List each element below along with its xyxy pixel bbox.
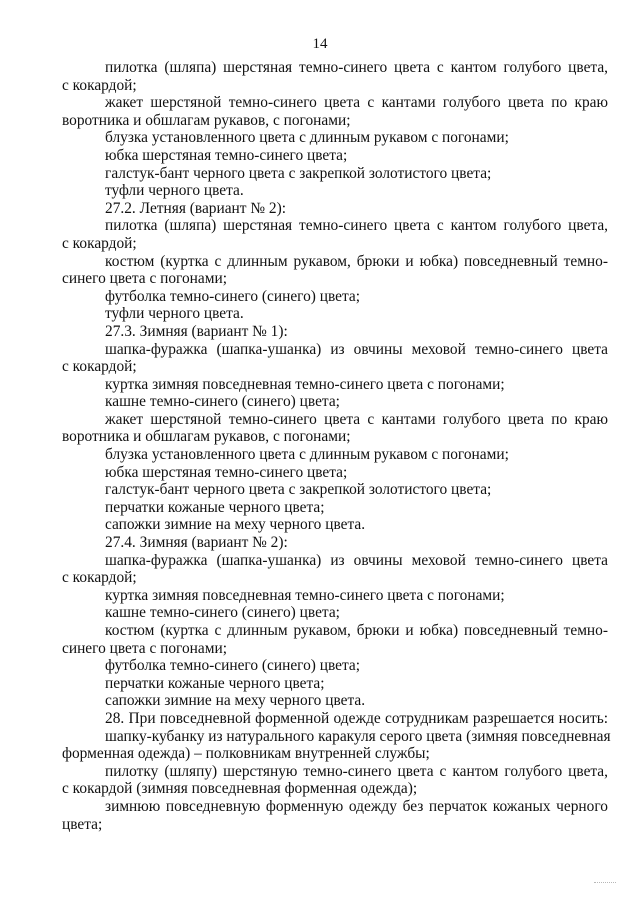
text-line: галстук-бант черного цвета с закрепкой золотистого цвета; (105, 164, 492, 182)
text-line: кашне темно-синего (синего) цвета; (105, 604, 340, 622)
text-line: юбка шерстяная темно-синего цвета; (105, 463, 348, 481)
text-line: 27.3. Зимняя (вариант № 1): (105, 322, 288, 340)
text-line: куртка зимняя повседневная темно-синего цвета с погонами; (105, 375, 505, 393)
page-number: 14 (312, 36, 328, 52)
text-line: футболка темно-синего (синего) цвета; (105, 287, 361, 305)
text-line: с кокардой (зимняя повседневная форменная одежда); (62, 780, 418, 798)
text-line: синего цвета с погонами; (62, 639, 227, 657)
text-line: 27.2. Летняя (вариант № 2): (105, 199, 286, 217)
text-line: костюм (куртка с длинным рукавом, брюки и юбка) повседневный темно- (105, 622, 608, 639)
text-line: воротника и обшлагам рукавов, с погонами; (62, 111, 351, 129)
text-line: с кокардой; (62, 569, 137, 587)
text-line: шапка-фуражка (шапка-ушанка) из овчины меховой темно-синего цвета (105, 340, 608, 358)
text-line: жакет шерстяной темно-синего цвета с кантами голубого цвета по краю (105, 94, 608, 112)
text-line: туфли черного цвета. (105, 305, 244, 323)
text-line: воротника и обшлагам рукавов, с погонами; (62, 428, 351, 446)
text-line: пилотка (шляпа) шерстяная темно-синего цвета с кантом голубого цвета, (105, 59, 608, 76)
text-line: сапожки зимние на меху черного цвета. (105, 516, 366, 534)
text-line: блузка установленного цвета с длинным рукавом с погонами; (105, 446, 509, 464)
text-line: цвета; (62, 815, 103, 833)
text-line: пилотку (шляпу) шерстяную темно-синего цвета с кантом голубого цвета, (105, 762, 608, 780)
text-line: куртка зимняя повседневная темно-синего цвета с погонами; (105, 586, 505, 604)
text-line: перчатки кожаные черного цвета; (105, 674, 325, 692)
text-line: форменная одежда) – полковникам внутренней службы; (62, 745, 430, 763)
text-line: синего цвета с погонами; (62, 270, 227, 288)
text-line: с кокардой; (62, 358, 137, 376)
text-line: с кокардой; (62, 76, 137, 94)
text-line: 27.4. Зимняя (вариант № 2): (105, 534, 288, 552)
text-line: пилотка (шляпа) шерстяная темно-синего цвета с кантом голубого цвета, (105, 217, 608, 235)
text-line: футболка темно-синего (синего) цвета; (105, 657, 361, 675)
text-line: сапожки зимние на меху черного цвета. (105, 692, 366, 710)
text-line: туфли черного цвета. (105, 182, 244, 200)
text-line: шапку-кубанку из натурального каракуля серого цвета (зимняя повседневная (105, 727, 611, 745)
scan-speck (594, 882, 616, 887)
text-line: жакет шерстяной темно-синего цвета с кантами голубого цвета по краю (105, 410, 608, 428)
text-line: 28. При повседневной форменной одежде сотрудникам разрешается носить: (105, 709, 608, 727)
text-line: зимнюю повседневную форменную одежду без перчаток кожаных черного (105, 797, 608, 815)
text-line: перчатки кожаные черного цвета; (105, 498, 325, 516)
text-line: шапка-фуражка (шапка-ушанка) из овчины меховой темно-синего цвета (105, 551, 608, 569)
text-line: галстук-бант черного цвета с закрепкой золотистого цвета; (105, 481, 492, 499)
text-line: кашне темно-синего (синего) цвета; (105, 393, 340, 411)
text-line: с кокардой; (62, 234, 137, 252)
text-line: блузка установленного цвета с длинным рукавом с погонами; (105, 129, 509, 147)
text-line: юбка шерстяная темно-синего цвета; (105, 146, 348, 164)
body-text (62, 59, 611, 833)
text-line: костюм (куртка с длинным рукавом, брюки и юбка) повседневный темно- (105, 252, 608, 270)
